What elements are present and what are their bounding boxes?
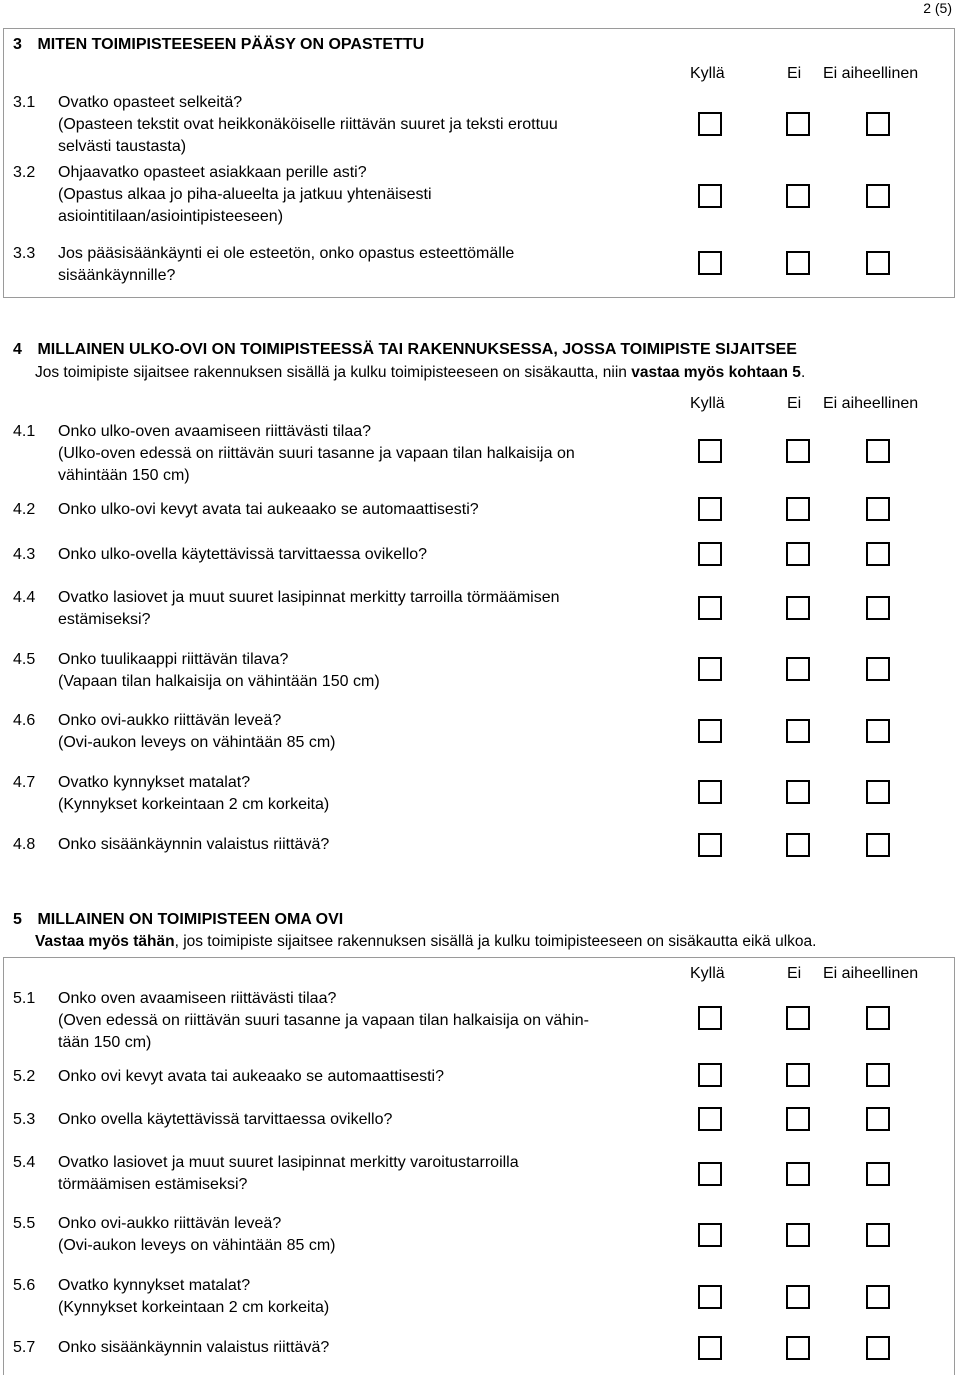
section-3-number: 3 [13, 36, 22, 53]
question-line: Onko ovi-aukko riittävän leveä? [58, 1215, 282, 1232]
checkbox-5-6-no[interactable] [786, 1285, 810, 1309]
checkbox-3-1-na[interactable] [866, 112, 890, 136]
section-4-title-text: MILLAINEN ULKO-OVI ON TOIMIPISTEESSÄ TAI RAKENNUKSESSA, JOSSA TOIMIPISTE SIJAITSEE [37, 341, 797, 358]
question-line: Ovatko kynnykset matalat? [58, 1277, 251, 1294]
checkbox-5-5-no[interactable] [786, 1223, 810, 1247]
s4-header-no: Ei [787, 395, 802, 412]
question-line: Onko ovi kevyt avata tai aukeaako se automaattisesti? [58, 1068, 444, 1085]
section-5-title-text: MILLAINEN ON TOIMIPISTEEN OMA OVI [37, 911, 344, 928]
s4-header-na: Ei aiheellinen [823, 395, 919, 412]
question-line: Onko sisäänkäynnin valaistus riittävä? [58, 1339, 330, 1356]
question-number: 5.6 [13, 1277, 36, 1294]
checkbox-4-7-na[interactable] [866, 780, 890, 804]
question-4-8 [13, 834, 673, 856]
checkbox-3-1-no[interactable] [786, 112, 810, 136]
question-3-3 [13, 243, 673, 287]
checkbox-3-2-yes[interactable] [698, 184, 722, 208]
section-4-intro [35, 364, 805, 382]
question-text [58, 1109, 673, 1131]
question-line: (Kynnykset korkeintaan 2 cm korkeita) [58, 1299, 330, 1316]
checkbox-3-3-na[interactable] [866, 251, 890, 275]
checkbox-5-5-yes[interactable] [698, 1223, 722, 1247]
intro-prefix: Jos toimipiste sijaitsee rakennuksen sisällä ja kulku toimipisteeseen on sisäkautta, niin [35, 364, 627, 381]
question-text [58, 499, 673, 521]
question-text [58, 1066, 673, 1088]
checkbox-5-7-no[interactable] [786, 1336, 810, 1360]
checkbox-4-8-yes[interactable] [698, 833, 722, 857]
checkbox-4-7-yes[interactable] [698, 780, 722, 804]
intro-suffix: . [800, 364, 806, 381]
checkbox-4-3-yes[interactable] [698, 542, 722, 566]
checkbox-3-3-no[interactable] [786, 251, 810, 275]
question-line: estämiseksi? [58, 611, 151, 628]
question-line: Onko oven avaamiseen riittävästi tilaa? [58, 990, 337, 1007]
question-line: Ohjaavatko opasteet asiakkaan perille asti? [58, 164, 367, 181]
question-line: (Opasteen tekstit ovat heikkonäköiselle riittävän suuret ja teksti erottuu [58, 116, 558, 133]
checkbox-3-2-na[interactable] [866, 184, 890, 208]
checkbox-4-8-na[interactable] [866, 833, 890, 857]
question-line: Onko ulko-oven avaamiseen riittävästi tilaa? [58, 423, 372, 440]
checkbox-5-2-yes[interactable] [698, 1063, 722, 1087]
checkbox-3-3-yes[interactable] [698, 251, 722, 275]
checkbox-5-7-yes[interactable] [698, 1336, 722, 1360]
s4-header-yes: Kyllä [690, 395, 725, 412]
question-text [58, 1213, 673, 1257]
question-line: Onko ulko-ovi kevyt avata tai aukeaako se automaattisesti? [58, 501, 479, 518]
checkbox-5-1-yes[interactable] [698, 1006, 722, 1030]
question-number: 3.1 [13, 94, 36, 111]
page-number: 2 (5) [923, 0, 952, 16]
checkbox-4-4-na[interactable] [866, 596, 890, 620]
checkbox-4-2-yes[interactable] [698, 497, 722, 521]
checkbox-5-6-yes[interactable] [698, 1285, 722, 1309]
question-4-1 [13, 421, 673, 487]
question-text [58, 649, 673, 693]
question-3-1 [13, 92, 673, 158]
checkbox-4-6-na[interactable] [866, 719, 890, 743]
question-number: 5.1 [13, 990, 36, 1007]
question-text [58, 772, 673, 816]
question-text [58, 421, 673, 487]
question-text [58, 1152, 673, 1196]
question-line: Onko sisäänkäynnin valaistus riittävä? [58, 836, 330, 853]
checkbox-4-6-yes[interactable] [698, 719, 722, 743]
question-5-1 [13, 988, 673, 1054]
question-3-2 [13, 162, 673, 228]
question-line: Onko ovella käytettävissä tarvittaessa ovikello? [58, 1111, 393, 1128]
question-number: 5.4 [13, 1154, 36, 1171]
question-line: sisäänkäynnille? [58, 267, 176, 284]
question-number: 4.4 [13, 589, 36, 606]
question-line: Jos pääsisäänkäynti ei ole esteetön, onko opastus esteettömälle [58, 245, 515, 262]
question-number: 4.7 [13, 774, 36, 791]
question-line: Onko ovi-aukko riittävän leveä? [58, 712, 282, 729]
checkbox-4-7-no[interactable] [786, 780, 810, 804]
checkbox-3-1-yes[interactable] [698, 112, 722, 136]
checkbox-5-3-no[interactable] [786, 1107, 810, 1131]
question-line: Onko ulko-ovella käytettävissä tarvittaessa ovikello? [58, 546, 428, 563]
question-number: 4.2 [13, 501, 36, 518]
question-number: 4.6 [13, 712, 36, 729]
question-number: 3.2 [13, 164, 36, 181]
question-number: 3.3 [13, 245, 36, 262]
s3-header-yes: Kyllä [690, 65, 725, 82]
section-4-number: 4 [13, 341, 22, 358]
intro-rest: , jos toimipiste sijaitsee rakennuksen sisällä ja kulku toimipisteeseen on sisäkautta eikä ulkoa. [174, 933, 817, 950]
question-5-5 [13, 1213, 673, 1257]
question-text [58, 162, 673, 228]
question-text [58, 834, 673, 856]
checkbox-4-1-yes[interactable] [698, 439, 722, 463]
checkbox-5-6-na[interactable] [866, 1285, 890, 1309]
question-line: tään 150 cm) [58, 1034, 152, 1051]
checkbox-4-2-na[interactable] [866, 497, 890, 521]
section-5-number: 5 [13, 911, 22, 928]
checkbox-5-3-na[interactable] [866, 1107, 890, 1131]
question-text [58, 544, 673, 566]
checkbox-4-4-no[interactable] [786, 596, 810, 620]
question-line: Ovatko kynnykset matalat? [58, 774, 251, 791]
section-4-title [13, 341, 797, 359]
question-line: (Kynnykset korkeintaan 2 cm korkeita) [58, 796, 330, 813]
question-4-3 [13, 544, 673, 566]
question-line: Ovatko lasiovet ja muut suuret lasipinnat merkitty tarroilla törmäämisen [58, 589, 560, 606]
question-line: selvästi taustasta) [58, 138, 187, 155]
intro-bold: Vastaa myös tähän [35, 933, 175, 950]
question-4-7 [13, 772, 673, 816]
question-line: (Opastus alkaa jo piha-alueelta ja jatkuu yhtenäisesti [58, 186, 432, 203]
question-4-5 [13, 649, 673, 693]
question-number: 5.7 [13, 1339, 36, 1356]
checkbox-5-1-no[interactable] [786, 1006, 810, 1030]
question-number: 5.3 [13, 1111, 36, 1128]
question-text [58, 587, 673, 631]
question-line: (Vapaan tilan halkaisija on vähintään 150 cm) [58, 673, 380, 690]
intro-bold: vastaa myös kohtaan 5 [631, 364, 801, 381]
section-3-title [13, 36, 424, 54]
checkbox-4-5-na[interactable] [866, 657, 890, 681]
question-line: Ovatko lasiovet ja muut suuret lasipinnat merkitty varoitustarroilla [58, 1154, 519, 1171]
checkbox-5-4-yes[interactable] [698, 1162, 722, 1186]
checkbox-4-3-no[interactable] [786, 542, 810, 566]
question-text [58, 1337, 673, 1359]
question-number: 4.8 [13, 836, 36, 853]
section-5-title [13, 911, 343, 929]
section-5-intro [35, 933, 816, 951]
question-text [58, 1275, 673, 1319]
checkbox-5-2-no[interactable] [786, 1063, 810, 1087]
question-text [58, 710, 673, 754]
checkbox-4-1-na[interactable] [866, 439, 890, 463]
question-text [58, 243, 673, 287]
question-5-2 [13, 1066, 673, 1088]
checkbox-4-5-yes[interactable] [698, 657, 722, 681]
checkbox-5-3-yes[interactable] [698, 1107, 722, 1131]
checkbox-5-4-no[interactable] [786, 1162, 810, 1186]
s3-header-no: Ei [787, 65, 802, 82]
question-number: 4.5 [13, 651, 36, 668]
checkbox-5-1-na[interactable] [866, 1006, 890, 1030]
checkbox-4-2-no[interactable] [786, 497, 810, 521]
checkbox-4-1-no[interactable] [786, 439, 810, 463]
question-number: 5.5 [13, 1215, 36, 1232]
question-number: 4.1 [13, 423, 36, 440]
checkbox-4-6-no[interactable] [786, 719, 810, 743]
question-5-4 [13, 1152, 673, 1196]
question-line: (Ulko-oven edessä on riittävän suuri tasanne ja vapaan tilan halkaisija on [58, 445, 575, 462]
question-line: Onko tuulikaappi riittävän tilava? [58, 651, 289, 668]
checkbox-4-8-no[interactable] [786, 833, 810, 857]
checkbox-5-4-na[interactable] [866, 1162, 890, 1186]
checkbox-3-2-no[interactable] [786, 184, 810, 208]
question-4-6 [13, 710, 673, 754]
question-line: asiointitilaan/asiointipisteeseen) [58, 208, 284, 225]
section-3-title-text: MITEN TOIMIPISTEESEEN PÄÄSY ON OPASTETTU [37, 36, 425, 53]
s3-header-na: Ei aiheellinen [823, 65, 919, 82]
s5-header-na: Ei aiheellinen [823, 965, 919, 982]
question-4-4 [13, 587, 673, 631]
question-line: vähintään 150 cm) [58, 467, 190, 484]
question-text [58, 988, 673, 1054]
question-5-6 [13, 1275, 673, 1319]
question-line: (Oven edessä on riittävän suuri tasanne ja vapaan tilan halkaisija on vähin- [58, 1012, 589, 1029]
question-text [58, 92, 673, 158]
question-line: (Ovi-aukon leveys on vähintään 85 cm) [58, 734, 336, 751]
s5-header-no: Ei [787, 965, 802, 982]
checkbox-4-4-yes[interactable] [698, 596, 722, 620]
checkbox-5-5-na[interactable] [866, 1223, 890, 1247]
checkbox-5-2-na[interactable] [866, 1063, 890, 1087]
checkbox-4-5-no[interactable] [786, 657, 810, 681]
question-5-3 [13, 1109, 673, 1131]
question-5-7 [13, 1337, 673, 1359]
checkbox-4-3-na[interactable] [866, 542, 890, 566]
question-number: 4.3 [13, 546, 36, 563]
question-line: (Ovi-aukon leveys on vähintään 85 cm) [58, 1237, 336, 1254]
question-line: Ovatko opasteet selkeitä? [58, 94, 243, 111]
question-number: 5.2 [13, 1068, 36, 1085]
question-line: törmäämisen estämiseksi? [58, 1176, 248, 1193]
checkbox-5-7-na[interactable] [866, 1336, 890, 1360]
question-4-2 [13, 499, 673, 521]
s5-header-yes: Kyllä [690, 965, 725, 982]
